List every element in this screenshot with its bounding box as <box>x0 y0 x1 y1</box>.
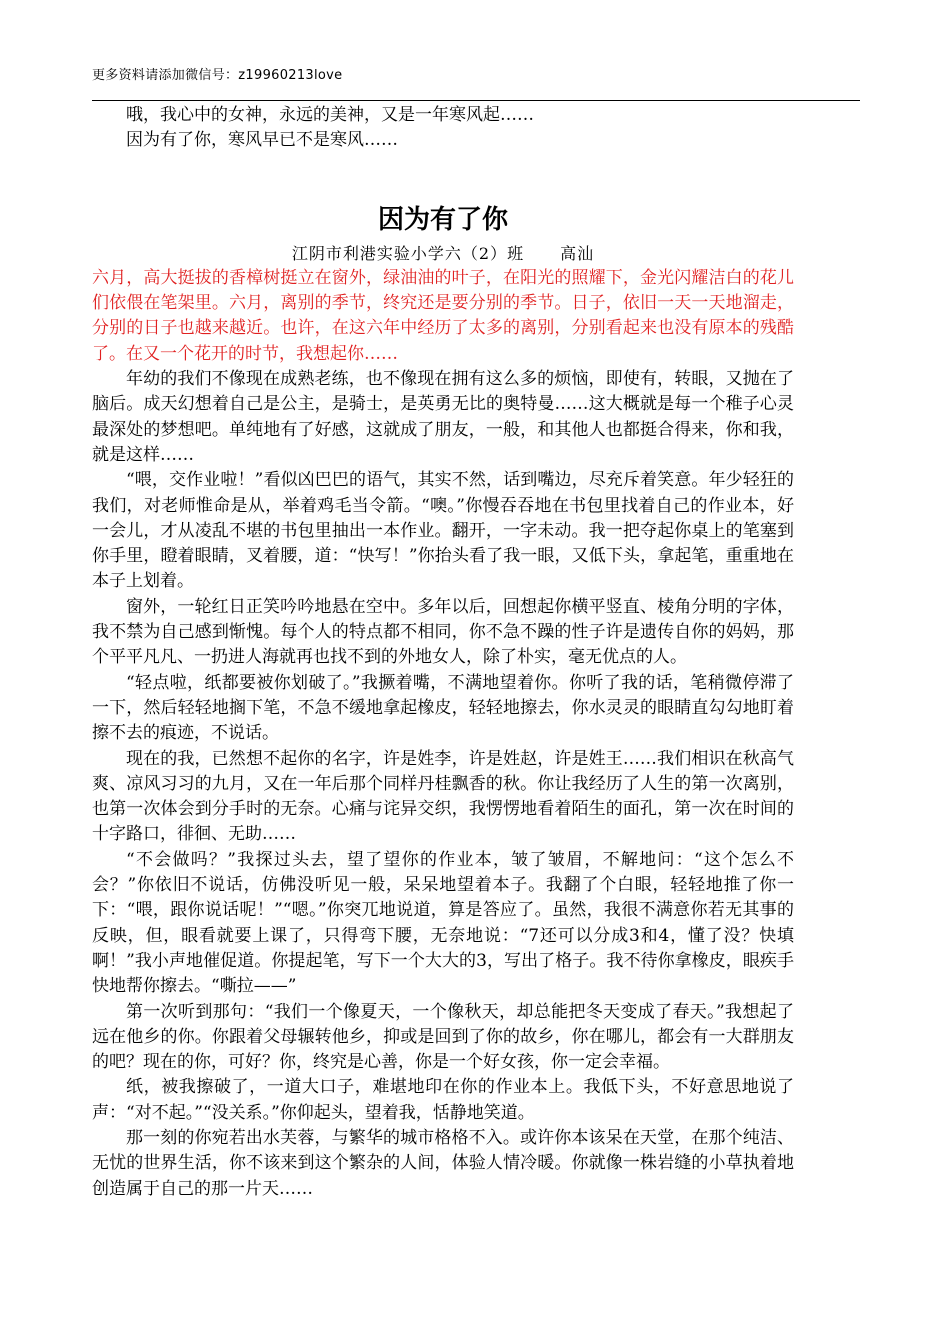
header-note: 更多资料请添加微信号：z19960213love <box>92 68 343 83</box>
article-title: 因为有了你 <box>377 204 508 235</box>
body-paragraph: 现在的我，已然想不起你的名字，许是姓李，许是姓赵，许是姓王……我们相识在秋高气爽、凉风习习的九月，又在一年后那个同样丹桂飘香的秋。你让我经历了人生的第一次离别，也第一次体会到分手时的无奈。心痛与诧异交织，我愣愣地看着陌生的面孔，第一次在时间的十字路口，徘徊、无助…… <box>92 748 794 845</box>
byline-author: 高汕 <box>560 243 595 263</box>
body-paragraph: 第一次听到那句：“我们一个像夏天，一个像秋天，却总能把冬天变成了春天。”我想起了远在他乡的你。你跟着父母辗转他乡，抑或是回到了你的故乡，你在哪儿，都会有一大群朋友的吧？现在的你，可好？你，终究是心善，你是一个好女孩，你一定会幸福。 <box>92 1001 794 1073</box>
body-paragraph: 窗外，一轮红日正笑吟吟地悬在空中。多年以后，回想起你横平竖直、棱角分明的字体，我不禁为自己感到惭愧。每个人的特点都不相同，你不急不躁的性子许是遗传自你的妈妈，那个平平凡凡、一扔进人海就再也找不到的外地女人，除了朴实，毫无优点的人。 <box>92 596 794 668</box>
intro-line: 哦，我心中的女神，永远的美神，又是一年寒风起…… <box>126 105 534 125</box>
section-spacer <box>92 154 794 202</box>
header-divider <box>92 100 860 101</box>
body-paragraph: “不会做吗？”我探过头去，望了望你的作业本，皱了皱眉，不解地问：“这个怎么不会？”你依旧不说话，仿佛没听见一般，呆呆地望着本子。我翻了个白眼，轻轻地推了你一下：“喂，跟你说话呢！”“嗯。”你突兀地说道，算是答应了。虽然，我很不满意你若无其事的反映，但，眼看就要上课了，只得弯下腰，无奈地说：“7还可以分成3和4，懂了没？快填啊！”我小声地催促道。你提起笔，写下一个大大的3，写出了格子。我不待你拿橡皮，眼疾手快地帮你擦去。“嘶拉——” <box>92 849 794 997</box>
lead-paragraph: 六月，高大挺拔的香樟树挺立在窗外，绿油油的叶子，在阳光的照耀下，金光闪耀洁白的花儿们依偎在笔架里。六月，离别的季节，终究还是要分别的季节。日子，依旧一天一天地溜走，分别的日子也越来越近。也许，在这六年中经历了太多的离别，分别看起来也没有原本的残酷了。在又一个花开的时节，我想起你…… <box>92 267 794 364</box>
body-paragraph: 那一刻的你宛若出水芙蓉，与繁华的城市格格不入。或许你本该呆在天堂，在那个纯洁、无忧的世界生活，你不该来到这个繁杂的人间，体验人情冷暖。你就像一株岩缝的小草执着地创造属于自己的那一片天…… <box>92 1127 794 1199</box>
body-paragraph: 纸，被我擦破了，一道大口子，难堪地印在你的作业本上。我低下头，不好意思地说了声：“对不起。”“没关系。”你仰起头，望着我，恬静地笑道。 <box>92 1077 794 1123</box>
intro-line: 因为有了你，寒风早已不是寒风…… <box>126 130 398 151</box>
body-paragraph: “喂，交作业啦！”看似凶巴巴的语气，其实不然，话到嘴边，尽充斥着笑意。年少轻狂的我们，对老师惟命是从，举着鸡毛当令箭。“噢。”你慢吞吞地在书包里找着自己的作业本，好一会儿，才从凌乱不堪的书包里抽出一本作业。翻开，一字未动。我一把夺起你桌上的笔塞到你手里，瞪着眼睛，叉着腰，道：“快写！”你抬头看了我一眼，又低下头，拿起笔，重重地在本子上划着。 <box>92 470 794 592</box>
byline <box>92 241 794 266</box>
document-body <box>92 103 794 1202</box>
body-paragraph: “轻点啦，纸都要被你划破了。”我撅着嘴，不满地望着你。你听了我的话，笔稍微停滞了一下，然后轻轻地搁下笔，不急不缓地拿起橡皮，轻轻地擦去，你水灵灵的眼睛直勾勾地盯着擦不去的痕迹，不说话。 <box>92 672 794 744</box>
body-paragraph: 年幼的我们不像现在成熟老练，也不像现在拥有这么多的烦恼，即使有，转眼，又抛在了脑后。成天幻想着自己是公主，是骑士，是英勇无比的奥特曼……这大概就是每一个稚子心灵最深处的梦想吧。单纯地有了好感，这就成了朋友，一般，和其他人也都挺合得来，你和我，就是这样…… <box>92 369 794 465</box>
byline-school: 江阴市利港实验小学六（2）班 <box>291 243 525 263</box>
